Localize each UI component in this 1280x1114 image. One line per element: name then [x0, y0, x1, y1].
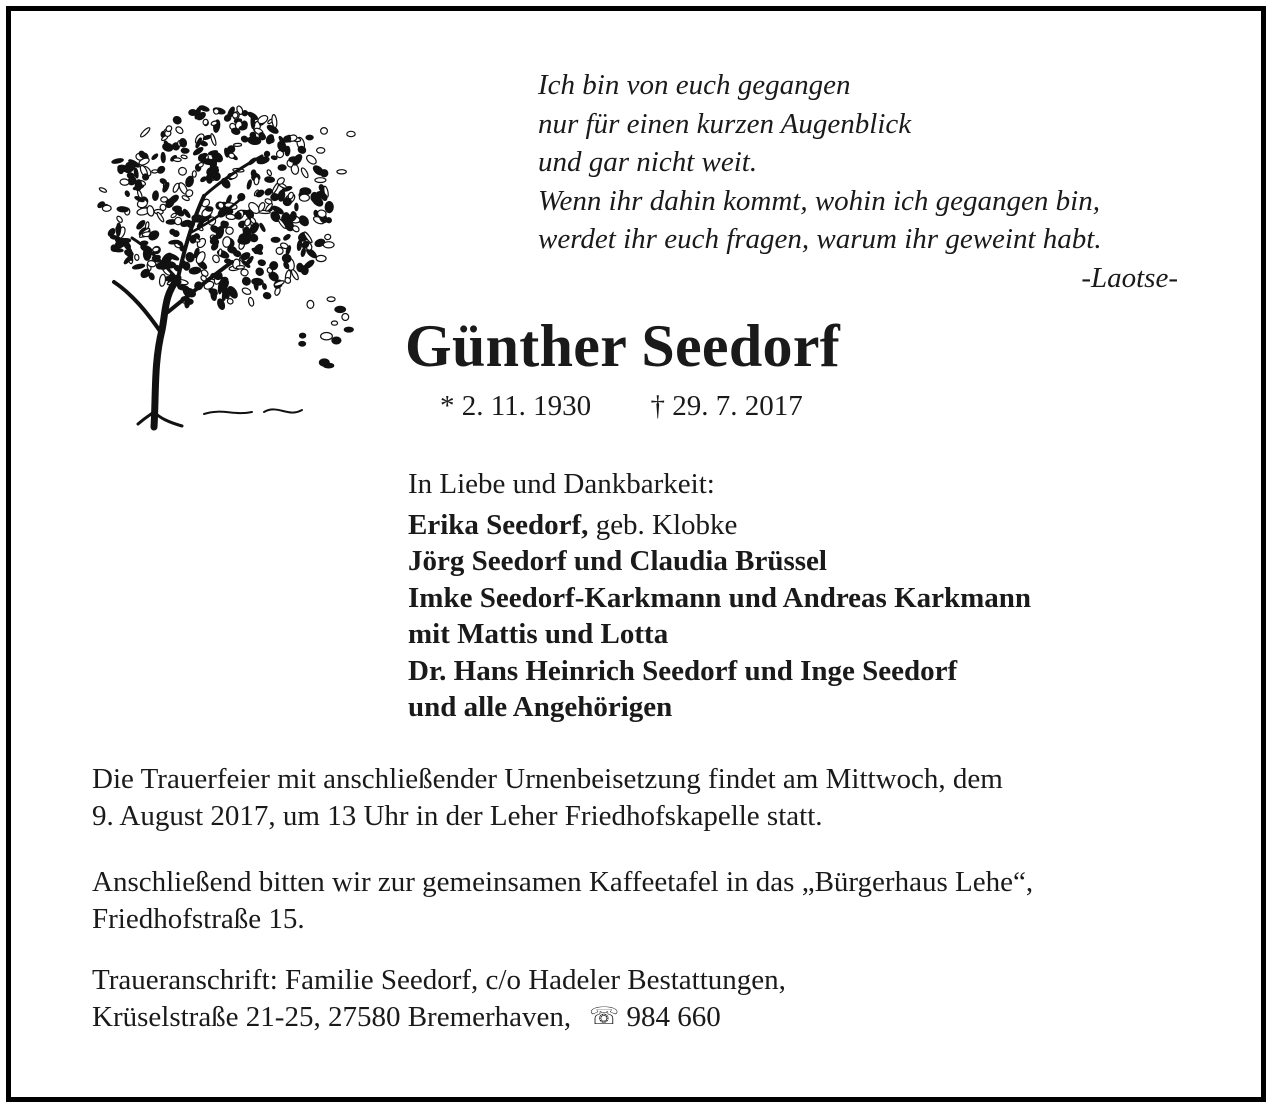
- mourners-list: [408, 466, 1031, 726]
- tree-leaf: [283, 234, 291, 242]
- tree-leaf: [226, 227, 234, 235]
- tree-leaf: [300, 167, 309, 179]
- tree-leaf: [262, 283, 267, 289]
- tree-illustration: [92, 72, 362, 432]
- tree-leaf: [206, 207, 213, 212]
- tree-leaf: [236, 265, 244, 269]
- tree-leaf: [240, 269, 248, 277]
- tree-leaf: [161, 152, 166, 162]
- tree-leaf: [300, 333, 306, 338]
- tree-leaf: [331, 321, 337, 325]
- mourner-first-name: Erika Seedorf,: [408, 508, 589, 541]
- tree-leaf: [181, 148, 189, 153]
- tree-leaf: [259, 223, 266, 232]
- tree-leaf: [99, 187, 108, 193]
- tree-leaf: [301, 248, 307, 257]
- tree-leaf: [306, 135, 313, 140]
- tree-leaf: [139, 127, 151, 139]
- address-line: Traueranschrift: Familie Seedorf, c/o Hadeler Bestattungen,: [92, 964, 786, 996]
- tree-leaf: [110, 235, 118, 239]
- tree-leaf: [159, 274, 166, 287]
- tree-leaf: [321, 128, 328, 135]
- tree-leaf: [251, 278, 263, 286]
- tree-leaf: [342, 314, 349, 321]
- tree-leaf: [324, 234, 331, 240]
- tree-leaf: [233, 250, 242, 258]
- tree-leaf: [265, 134, 275, 145]
- poem-line: Wenn ihr dahin kommt, wohin ich gegangen bin,: [538, 184, 1100, 217]
- tree-leaf: [335, 306, 346, 312]
- tree-leaf: [202, 119, 208, 126]
- tree-leaf: [185, 252, 195, 263]
- tree-leaf: [241, 287, 251, 296]
- tree-leaf: [265, 177, 275, 183]
- tree-leaf: [116, 215, 124, 223]
- tree-leaf: [148, 272, 155, 280]
- tree-leaf: [218, 249, 222, 256]
- ceremony-line: 9. August 2017, um 13 Uhr in der Leher Friedhofskapelle statt.: [92, 800, 823, 832]
- telephone-icon: ☏: [589, 1004, 620, 1030]
- tree-leaf: [337, 170, 346, 174]
- poem: [538, 66, 1178, 297]
- tree-leaf: [120, 179, 130, 186]
- tree-leaf: [178, 167, 187, 176]
- phone-number: 984 660: [626, 1001, 721, 1033]
- tree-leaf: [347, 131, 355, 136]
- tree-leaf: [234, 143, 242, 146]
- tree-leaf: [152, 170, 158, 174]
- tree-leaf: [255, 267, 265, 277]
- tree-leaf: [116, 223, 121, 236]
- ceremony-info: [92, 761, 1192, 835]
- tree-leaf: [327, 297, 335, 302]
- poem-line: werdet ihr euch fragen, warum ihr geweint habt.: [538, 223, 1102, 255]
- poem-line: Ich bin von euch gegangen: [538, 69, 851, 101]
- tree-leaf: [168, 194, 180, 205]
- tree-leaf: [305, 154, 318, 166]
- tree-leaf: [271, 237, 280, 242]
- tree-leaf: [316, 255, 326, 261]
- mourner-line: Imke Seedorf-Karkmann und Andreas Karkmann: [408, 581, 1032, 614]
- tree-leaf: [118, 238, 130, 243]
- tree-leaf: [228, 152, 235, 159]
- tree-leaf: [151, 153, 158, 160]
- address-line: [92, 999, 1192, 1036]
- mourner-line: Jörg Seedorf und Claudia Brüssel: [408, 545, 827, 577]
- tree-leaf: [124, 190, 130, 197]
- mourner-line: mit Mattis und Lotta: [408, 618, 669, 650]
- mourners-intro: In Liebe und Dankbarkeit:: [408, 468, 715, 500]
- tree-leaf: [266, 169, 272, 176]
- tree-leaf: [319, 359, 329, 366]
- deceased-name: Günther Seedorf: [405, 313, 841, 379]
- tree-leaf: [189, 267, 201, 275]
- mourner-line: und alle Angehörigen: [408, 691, 673, 723]
- death-date: † 29. 7. 2017: [650, 390, 803, 422]
- tree-leaf: [289, 157, 298, 162]
- tree-leaf: [278, 165, 286, 171]
- reception-info: [92, 864, 1192, 938]
- tree-leaf: [258, 259, 266, 266]
- tree-leaf: [192, 171, 196, 178]
- tree-leaf: [173, 158, 181, 162]
- tree-leaf: [238, 237, 250, 244]
- tree-leaf: [102, 205, 111, 212]
- tree-leaf: [299, 194, 309, 201]
- tree-leaf: [132, 263, 145, 269]
- life-dates: [440, 390, 803, 423]
- reception-line: Anschließend bitten wir zur gemeinsamen Kaffeetafel in das „Bürgerhaus Lehe“,: [92, 866, 1034, 898]
- tree-leaf: [189, 110, 197, 116]
- tree-leaf: [332, 337, 341, 344]
- tree-leaf: [297, 240, 302, 251]
- address-street: Krüselstraße 21-25, 27580 Bremerhaven,: [92, 1001, 572, 1033]
- mourner-first-note: geb. Klobke: [588, 508, 738, 541]
- tree-leaf: [172, 115, 182, 125]
- mourner-line: Dr. Hans Heinrich Seedorf und Inge Seedorf: [408, 654, 958, 687]
- tree-leaf: [248, 297, 255, 307]
- tree-leaf: [185, 175, 195, 187]
- tree-leaf: [207, 176, 213, 184]
- tree-leaf: [323, 242, 334, 248]
- tree-leaf: [299, 342, 306, 347]
- tree-leaf: [307, 300, 314, 308]
- tree-leaf: [320, 169, 328, 177]
- poem-line: nur für einen kurzen Augenblick: [538, 107, 912, 140]
- tree-leaf: [134, 254, 139, 261]
- birth-date: * 2. 11. 1930: [440, 390, 592, 422]
- reception-line: Friedhofstraße 15.: [92, 903, 305, 935]
- tree-leaf: [117, 206, 129, 212]
- tree-leaf: [297, 263, 304, 272]
- mourning-address: [92, 962, 1192, 1036]
- tree-leaf: [295, 203, 298, 211]
- tree-leaf: [152, 191, 159, 201]
- tree-leaf: [210, 158, 217, 170]
- ceremony-line: Die Trauerfeier mit anschließender Urnenbeisetzung findet am Mittwoch, dem: [92, 763, 1003, 795]
- tree-leaf: [317, 148, 325, 154]
- tree-leaf: [222, 291, 226, 301]
- tree-leaf: [183, 262, 189, 270]
- tree-leaf: [254, 177, 259, 185]
- tree-leaf: [315, 178, 326, 183]
- tree-leaf: [325, 202, 333, 213]
- tree-leaf: [271, 155, 277, 160]
- tree-leaf: [344, 327, 353, 332]
- tree-leaf: [246, 179, 252, 189]
- tree-leaf: [321, 333, 333, 340]
- tree-leaf: [241, 276, 252, 287]
- tree-leaf: [178, 285, 189, 291]
- tree-leaf: [172, 182, 180, 193]
- tree-leaf: [160, 197, 167, 203]
- tree-leaf: [112, 158, 124, 164]
- tree-leaf: [175, 126, 185, 135]
- tree-leaf: [127, 172, 135, 179]
- mourner-line: [408, 507, 1031, 544]
- poem-author: -Laotse-: [1081, 261, 1178, 294]
- tree-leaf: [146, 205, 155, 217]
- tree-leaf: [263, 292, 272, 300]
- tree-leaf: [210, 133, 217, 146]
- tree-leaf: [111, 248, 123, 252]
- tree-leaf: [181, 155, 188, 160]
- poem-line: und gar nicht weit.: [538, 146, 758, 178]
